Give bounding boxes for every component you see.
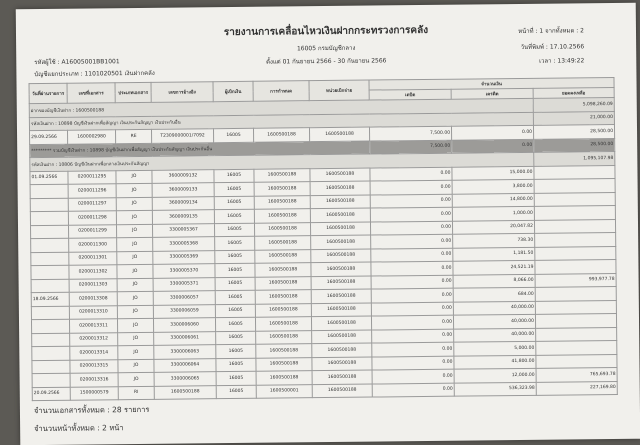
cell: JO xyxy=(116,183,152,197)
cell: 0200013312 xyxy=(70,332,118,346)
cell: 0.00 xyxy=(370,167,452,181)
cell: 16005 xyxy=(214,169,254,183)
cell: 1600500188 xyxy=(311,276,371,290)
cell: JO xyxy=(117,318,153,332)
cell: 1600500188 xyxy=(310,168,370,182)
cell xyxy=(536,354,617,368)
cell: JO xyxy=(118,332,154,346)
cell: JO xyxy=(116,197,152,211)
cell xyxy=(534,178,615,192)
cell: 1600500188 xyxy=(311,249,371,263)
cell: 1600500188 xyxy=(256,357,312,371)
cell: 40,000.00 xyxy=(453,314,535,328)
subtotal-credit: 0.00 xyxy=(452,139,534,153)
footer-doc-count: จำนวนเอกสารทั้งหมด : 28 รายการ xyxy=(33,404,150,416)
cell: 1600500188 xyxy=(154,385,216,399)
cell: 1600500188 xyxy=(256,344,312,358)
cell: JO xyxy=(117,264,153,278)
cell: 0200013311 xyxy=(69,319,117,333)
cell: T2309000001/7092 xyxy=(151,129,213,143)
cell: 1600500188 xyxy=(309,127,369,141)
cell: 16005 xyxy=(216,331,256,345)
cell: 0.00 xyxy=(371,261,453,275)
cell: 3300005371 xyxy=(153,277,215,291)
cell: 1600500188 xyxy=(256,371,312,385)
cell xyxy=(31,238,69,252)
cell: 1600500188 xyxy=(312,370,372,384)
report-code: รหัสผู้ใช้ : A16005001BB1001 xyxy=(34,58,120,67)
cell xyxy=(535,313,616,327)
col-header: หน่วยเบิกจ่าย xyxy=(309,80,369,101)
cell xyxy=(535,259,616,273)
cell: 3300006061 xyxy=(154,331,216,345)
cell: 18.09.2566 xyxy=(31,292,69,306)
cell: 1600500188 xyxy=(255,249,311,263)
cell: JO xyxy=(117,237,153,251)
credit-header: เครดิต xyxy=(451,88,533,99)
cell: 16005 xyxy=(215,250,255,264)
cell: 16005 xyxy=(215,290,255,304)
cell: 0200011303 xyxy=(69,278,117,292)
cell: 16005 xyxy=(214,196,254,210)
cell: 3600009132 xyxy=(152,169,214,183)
unit-line: 16005 กรมบัญชีกลาง xyxy=(296,44,356,53)
cell xyxy=(31,252,69,266)
cell: 1600500188 xyxy=(310,195,370,209)
section-label: รหัสเงินฝาก : 10806 บัญชีเงินฝากเพื่อกลางเงินประกันสัญญา xyxy=(30,152,534,171)
cell: 16005 xyxy=(216,385,256,399)
cell: 1600500188 xyxy=(311,289,371,303)
cell: JO xyxy=(116,170,152,184)
cell: 0.00 xyxy=(371,248,453,262)
cell: 40,000.00 xyxy=(454,328,536,342)
cell: 0200013310 xyxy=(69,305,117,319)
cell: 1600500188 xyxy=(255,263,311,277)
cell: 738.30 xyxy=(453,233,535,247)
cell: 1600500188 xyxy=(253,128,309,142)
cell xyxy=(30,198,68,212)
cell: 1600500188 xyxy=(255,303,311,317)
cell: 3300005370 xyxy=(153,264,215,278)
cell: 1600500188 xyxy=(255,276,311,290)
cell: 1600500188 xyxy=(310,181,370,195)
cell xyxy=(534,219,615,233)
cell: 3300006065 xyxy=(154,372,216,386)
cell xyxy=(535,232,616,246)
cell: 536,323.98 xyxy=(454,382,536,396)
cell: 0.00 xyxy=(371,302,453,316)
cell: 3300006057 xyxy=(153,291,215,305)
subtotal-balance: 28,500.00 xyxy=(534,138,615,152)
cell: 0200013316 xyxy=(70,373,118,387)
subtotal-label: ********* รวมบัญชีเงินฝาก : 10898 บัญชีเงินฝากเพื่อสัญญา เงินประกันสัญญา เงินประกันอื่น xyxy=(30,141,370,158)
cell: 16005 xyxy=(214,209,254,223)
cell: 1600500188 xyxy=(311,316,371,330)
cell: 0200011298 xyxy=(68,211,116,225)
cell: JO xyxy=(118,345,154,359)
cell: 12,000.00 xyxy=(454,368,536,382)
cell: 16005 xyxy=(214,182,254,196)
col-header: การกำหนด xyxy=(253,81,309,102)
cell: 20,047.82 xyxy=(452,220,534,234)
cell: 3,800.00 xyxy=(452,179,534,193)
cell xyxy=(31,306,69,320)
cell: RE xyxy=(116,129,152,143)
cell: 1500000579 xyxy=(70,386,118,400)
cell: 0.00 xyxy=(372,369,454,383)
cell: 684.00 xyxy=(453,287,535,301)
ledger-table xyxy=(29,77,618,401)
cell: 5,000.00 xyxy=(454,341,536,355)
cell: 16005 xyxy=(216,358,256,372)
cell: 0.00 xyxy=(371,234,453,248)
cell: JO xyxy=(116,224,152,238)
cell: 0200011299 xyxy=(68,224,116,238)
cell: 3300005367 xyxy=(152,223,214,237)
cell: 1600500188 xyxy=(254,182,310,196)
cell: 0.00 xyxy=(370,180,452,194)
cell: 0.00 xyxy=(370,221,452,235)
col-header: ผู้เบิกเงิน xyxy=(213,81,253,101)
cell: 7,500.00 xyxy=(369,126,451,140)
cell: 3300005369 xyxy=(153,250,215,264)
cell xyxy=(32,360,70,374)
cell: 1600500188 xyxy=(311,235,371,249)
cell: 29.09.2566 xyxy=(30,130,68,144)
cell: JO xyxy=(118,372,154,386)
cell: 24,521.19 xyxy=(453,260,535,274)
cell: 0200011295 xyxy=(68,170,116,184)
section-label: ฝากของบัญชีเงินฝาก : 1600500188 xyxy=(29,98,533,117)
amount-header: จำนวนเงิน xyxy=(369,77,614,90)
section-balance: 1,095,107.98 xyxy=(534,151,615,165)
cell: 0200011301 xyxy=(69,251,117,265)
cell: 0.00 xyxy=(372,342,454,356)
cell: 1600500188 xyxy=(255,317,311,331)
col-header: เลขการอ้างอิง xyxy=(151,82,213,103)
cell: 0.00 xyxy=(372,383,454,397)
cell xyxy=(535,300,616,314)
cell: 1600500188 xyxy=(312,343,372,357)
section-balance: 21,000.00 xyxy=(533,111,614,125)
cell xyxy=(535,286,616,300)
cell: 0200013315 xyxy=(70,359,118,373)
cell xyxy=(30,211,68,225)
cell xyxy=(31,319,69,333)
cell: 0.00 xyxy=(370,194,452,208)
cell: 1600500188 xyxy=(254,222,310,236)
cell: 14,800.00 xyxy=(452,193,534,207)
cell: 3300006064 xyxy=(154,358,216,372)
cell: 28,500.00 xyxy=(533,124,614,138)
cell: 993,977.78 xyxy=(535,273,616,287)
cell: 1,181.50 xyxy=(453,247,535,261)
cell: 1600500188 xyxy=(310,222,370,236)
cell: 15,000.00 xyxy=(452,166,534,180)
cell: 227,169.80 xyxy=(536,381,617,395)
col-header: ประเภทเอกสาร xyxy=(115,82,151,102)
cell: 1600002980 xyxy=(68,130,116,144)
cell xyxy=(32,346,70,360)
cell: 16005 xyxy=(216,371,256,385)
period-line: ตั้งแต่ 01 กันยายน 2566 - 30 กันยายน 2566 xyxy=(266,57,387,66)
cell: 1600500188 xyxy=(255,290,311,304)
cell: 0.00 xyxy=(372,356,454,370)
cell: 0200011297 xyxy=(68,197,116,211)
cell: 3300006059 xyxy=(153,304,215,318)
col-header: เลขที่เอกสาร xyxy=(67,83,115,104)
cell: 0.00 xyxy=(370,207,452,221)
print-date: วันที่พิมพ์ : 17.10.2566 xyxy=(520,43,585,51)
cell: 16005 xyxy=(215,304,255,318)
cell: JO xyxy=(117,305,153,319)
cell: 16005 xyxy=(216,344,256,358)
section-balance: 5,098,260.09 xyxy=(533,97,614,111)
cell: 3600009135 xyxy=(152,210,214,224)
page-label: หน้าที่ : 1 จากทั้งหมด : 2 xyxy=(518,27,585,35)
cell xyxy=(534,165,615,179)
debit-header: เดบิต xyxy=(369,89,451,100)
cell: 16005 xyxy=(214,223,254,237)
print-time: เวลา : 13:49:22 xyxy=(539,57,585,65)
cell: 16005 xyxy=(213,128,253,142)
section-label: รหัสเงินฝาก : 10898 บัญชีเงินฝากเพื่อสัญญา เงินประกันสัญญา เงินประกันอื่น xyxy=(29,112,533,131)
cell: 0.00 xyxy=(372,329,454,343)
cell: 1600500188 xyxy=(255,236,311,250)
cell: 1600500001 xyxy=(256,384,312,398)
cell: 41,800.00 xyxy=(454,355,536,369)
cell: 3300006060 xyxy=(153,318,215,332)
cell: 3600009133 xyxy=(152,183,214,197)
cell: 0200011296 xyxy=(68,184,116,198)
report-title: รายงานการเคลื่อนไหวเงินฝากกระทรวงการคลัง xyxy=(223,24,429,39)
cell: 765,693.78 xyxy=(536,367,617,381)
cell: 1600500188 xyxy=(311,262,371,276)
balance-header: ยอดคงเหลือ xyxy=(533,87,614,98)
cell: 8,066.00 xyxy=(453,274,535,288)
footer-page-count: จำนวนหน้าทั้งหมด : 2 หน้า xyxy=(34,423,124,434)
cell: 1600500188 xyxy=(312,384,372,398)
cell: 40,000.00 xyxy=(453,301,535,315)
report-page xyxy=(16,3,640,445)
cell: 0.00 xyxy=(371,315,453,329)
cell: 1600500188 xyxy=(256,330,312,344)
cell xyxy=(536,340,617,354)
cell: 1600500188 xyxy=(254,168,310,182)
cell: JO xyxy=(117,291,153,305)
cell: 0.00 xyxy=(371,275,453,289)
cell: 3300005368 xyxy=(153,237,215,251)
cell: 16005 xyxy=(215,317,255,331)
cell: JO xyxy=(117,278,153,292)
cell: JO xyxy=(117,251,153,265)
account-code: บัญชีแยกประเภท : 1101020501 เงินฝากคลัง xyxy=(34,69,155,79)
cell: 1600500188 xyxy=(310,208,370,222)
cell: 3600009134 xyxy=(152,196,214,210)
cell: 0200013308 xyxy=(69,292,117,306)
cell xyxy=(32,333,70,347)
cell: 1600500188 xyxy=(312,330,372,344)
cell: 20.09.2566 xyxy=(32,387,70,401)
cell: 16005 xyxy=(215,263,255,277)
cell xyxy=(32,373,70,387)
cell: 1,000.00 xyxy=(452,206,534,220)
cell: 0.00 xyxy=(451,125,533,139)
cell: JO xyxy=(116,210,152,224)
cell: 16005 xyxy=(215,236,255,250)
cell: 0200011300 xyxy=(69,238,117,252)
cell: 1600500188 xyxy=(254,195,310,209)
cell xyxy=(30,184,68,198)
cell: 1600500188 xyxy=(311,303,371,317)
cell xyxy=(535,246,616,260)
cell xyxy=(31,279,69,293)
subtotal-debit: 7,500.00 xyxy=(370,140,452,154)
cell: 01.09.2566 xyxy=(30,171,68,185)
cell xyxy=(534,192,615,206)
cell xyxy=(30,225,68,239)
cell xyxy=(534,205,615,219)
cell xyxy=(536,327,617,341)
cell: 16005 xyxy=(215,277,255,291)
cell: 3300006063 xyxy=(154,345,216,359)
cell xyxy=(31,265,69,279)
cell: 0.00 xyxy=(371,288,453,302)
cell: RI xyxy=(118,386,154,400)
cell: 1600500188 xyxy=(254,209,310,223)
cell: 0200013314 xyxy=(70,346,118,360)
cell: JO xyxy=(118,359,154,373)
cell: 0200011302 xyxy=(69,265,117,279)
cell: 1600500188 xyxy=(312,357,372,371)
col-header: วันที่ผ่านรายการ xyxy=(29,83,67,103)
